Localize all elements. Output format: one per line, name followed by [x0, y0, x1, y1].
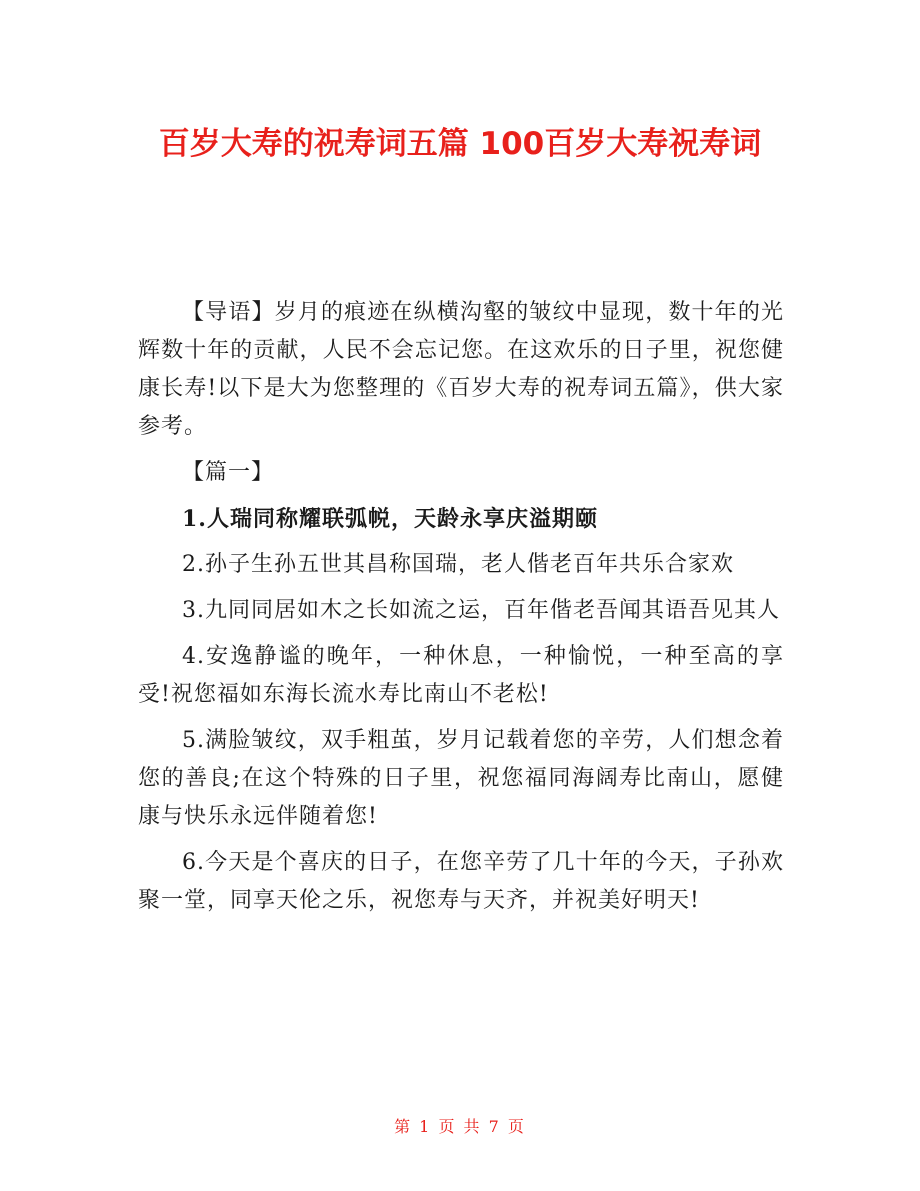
- list-item: 2.孙子生孙五世其昌称国瑞，老人偕老百年共乐合家欢: [182, 552, 734, 577]
- document-title: 百岁大寿的祝寿词五篇 100百岁大寿祝寿词: [158, 126, 762, 162]
- list-item: 4.安逸静谧的晚年，一种休息，一种愉悦，一种至高的享受!祝您福如东海长流水寿比南山不老松!: [138, 644, 784, 707]
- list-item: 3.九同同居如木之长如流之运，百年偕老吾闻其语吾见其人: [182, 598, 780, 623]
- document-body: [138, 294, 784, 928]
- section-heading: 【篇一】: [182, 460, 275, 485]
- page-number-footer: 第 1 页 共 7 页: [394, 1117, 526, 1136]
- list-item: 5.满脸皱纹，双手粗茧，岁月记载着您的辛劳，人们想念着您的善良;在这个特殊的日子里，祝您福同海阔寿比南山，愿健康与快乐永远伴随着您!: [138, 728, 784, 829]
- intro-paragraph: 【导语】岁月的痕迹在纵横沟壑的皱纹中显现，数十年的光辉数十年的贡献，人民不会忘记您。在这欢乐的日子里，祝您健康长寿!以下是大为您整理的《百岁大寿的祝寿词五篇》，供大家参考。: [138, 300, 784, 439]
- list-item: 1.人瑞同称耀联弧帨，天龄永享庆溢期颐: [182, 506, 598, 532]
- list-item: 6.今天是个喜庆的日子，在您辛劳了几十年的今天，子孙欢聚一堂，同享天伦之乐，祝您寿与天齐，并祝美好明天!: [138, 850, 784, 913]
